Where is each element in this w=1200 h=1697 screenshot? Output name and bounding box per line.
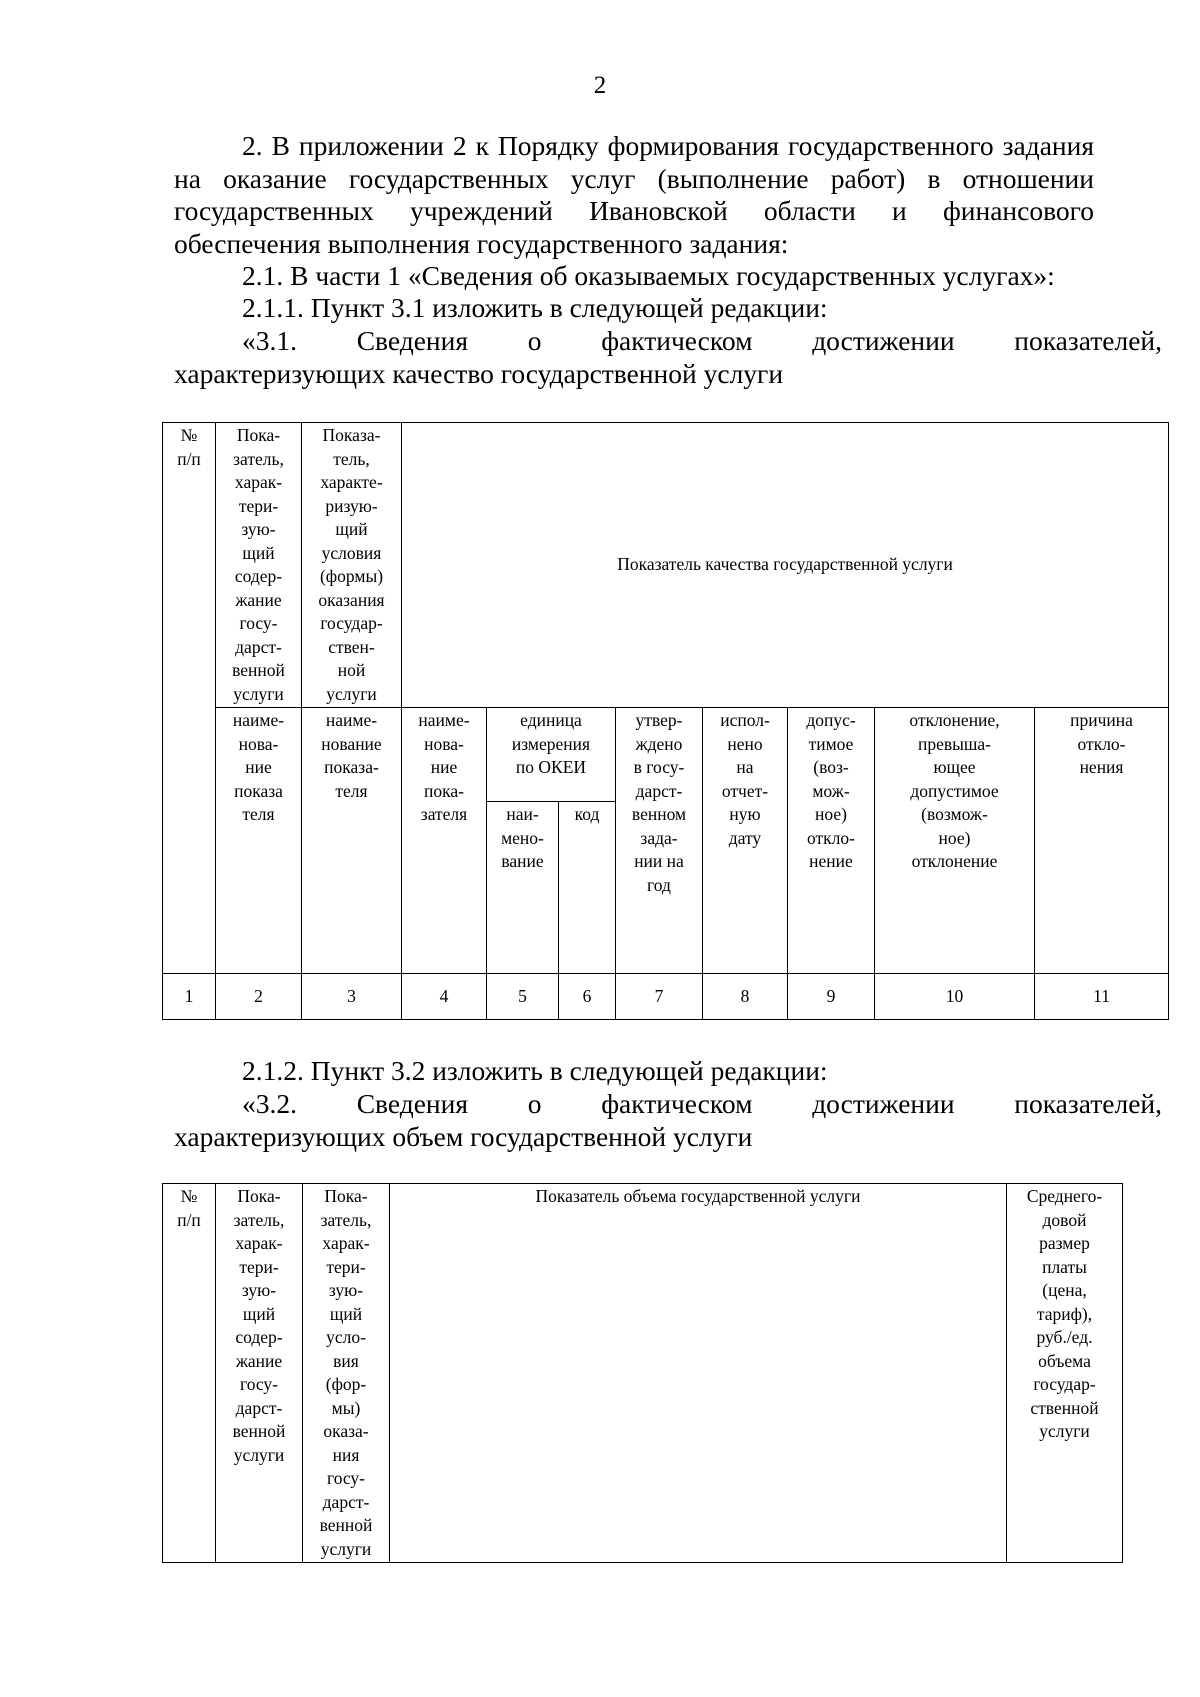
table2-header-number: № п/п bbox=[163, 1184, 216, 1563]
item-2-1-2: 2.1.2. Пункт 3.2 изложить в следующей редакции: bbox=[242, 1055, 828, 1086]
table1-col-number: 5 bbox=[487, 974, 559, 1020]
table1-col-number: 1 bbox=[163, 974, 216, 1020]
table1-col-number: 4 bbox=[402, 974, 487, 1020]
table1-header-number: № п/п bbox=[163, 423, 216, 974]
table1-col-number: 11 bbox=[1035, 974, 1169, 1020]
item-3-2-line2: характеризующих объем государственной услуги bbox=[174, 1121, 753, 1152]
table1-sub-name-content: наиме- нова- ние показа теля bbox=[216, 708, 302, 974]
table2-header-volume: Показатель объема государственной услуги bbox=[390, 1184, 1007, 1563]
table1-sub-executed: испол- нено на отчет- ную дату bbox=[703, 708, 788, 974]
quality-indicators-table bbox=[162, 422, 1169, 1020]
table1-col-number: 10 bbox=[875, 974, 1035, 1020]
table1-header-quality: Показатель качества государственной услуги bbox=[402, 423, 1169, 708]
table1-col-number: 2 bbox=[216, 974, 302, 1020]
table1-col-number: 7 bbox=[616, 974, 703, 1020]
item-2-1-1: 2.1.1. Пункт 3.1 изложить в следующей редакции: bbox=[242, 292, 828, 323]
table1-subheader-row bbox=[163, 708, 1169, 802]
table2-header-conditions: Пока- затель, харак- тери- зую- щий усло- вия (фор- мы) оказа- ния госу- дарст- венной услуги bbox=[303, 1184, 390, 1563]
item-3-2-line1: «3.2. Сведения о фактическом достижении показателей, bbox=[242, 1088, 1162, 1119]
table2-header-avg-fee: Среднего- довой размер платы (цена, тариф), руб./ед. объема государ- ственной услуги bbox=[1007, 1184, 1123, 1563]
table1-header-conditions: Показа- тель, характе- ризую- щий условия (формы) оказания государ- ствен- ной услуги bbox=[302, 423, 402, 708]
table1-sub-name-indicator: наиме- нова- ние пока- зателя bbox=[402, 708, 487, 974]
table1-number-row bbox=[163, 974, 1169, 1020]
table1-header-row bbox=[163, 423, 1169, 708]
table1-sub-allowed: допус- тимое (воз- мож- ное) откло- нение bbox=[788, 708, 875, 974]
table1-header-content: Пока- затель, харак- тери- зую- щий содер- жание госу- дарст- венной услуги bbox=[216, 423, 302, 708]
table1-col-number: 3 bbox=[302, 974, 402, 1020]
table1-sub-unit: единица измерения по ОКЕИ bbox=[487, 708, 616, 802]
item-3-1-line2: характеризующих качество государственной услуги bbox=[174, 358, 784, 389]
table1-col-number: 6 bbox=[559, 974, 616, 1020]
table1-sub-unit-name: наи- мено- вание bbox=[487, 802, 559, 974]
table1-sub-reason: причина отклo- нения bbox=[1035, 708, 1169, 974]
intro-paragraph: 2. В приложении 2 к Порядку формирования государственного задания на оказание государственных услуг (выполнение работ) в отношении государственных учреждений Ивановской области и финансового обеспечения выполнения государственного задания: bbox=[174, 130, 1094, 259]
table1-sub-exceeding: отклонение, превыша- ющее допустимое (возмож- ное) отклонение bbox=[875, 708, 1035, 974]
item-3-1-line1: «3.1. Сведения о фактическом достижении показателей, bbox=[242, 325, 1162, 356]
table1-sub-name-conditions: наиме- нование показа- теля bbox=[302, 708, 402, 974]
table1-col-number: 8 bbox=[703, 974, 788, 1020]
table1-sub-approved: утвер- ждено в госу- дарст- венном зада- нии на год bbox=[616, 708, 703, 974]
item-2-1: 2.1. В части 1 «Сведения об оказываемых государственных услугах»: bbox=[242, 260, 1055, 291]
table1-col-number: 9 bbox=[788, 974, 875, 1020]
table2-header-content: Пока- затель, харак- тери- зую- щий содер- жание госу- дарст- венной услуги bbox=[216, 1184, 303, 1563]
volume-indicators-table bbox=[162, 1183, 1123, 1563]
table2-header-row bbox=[163, 1184, 1123, 1563]
table1-sub-unit-code: код bbox=[559, 802, 616, 974]
page-number: 2 bbox=[593, 72, 607, 99]
